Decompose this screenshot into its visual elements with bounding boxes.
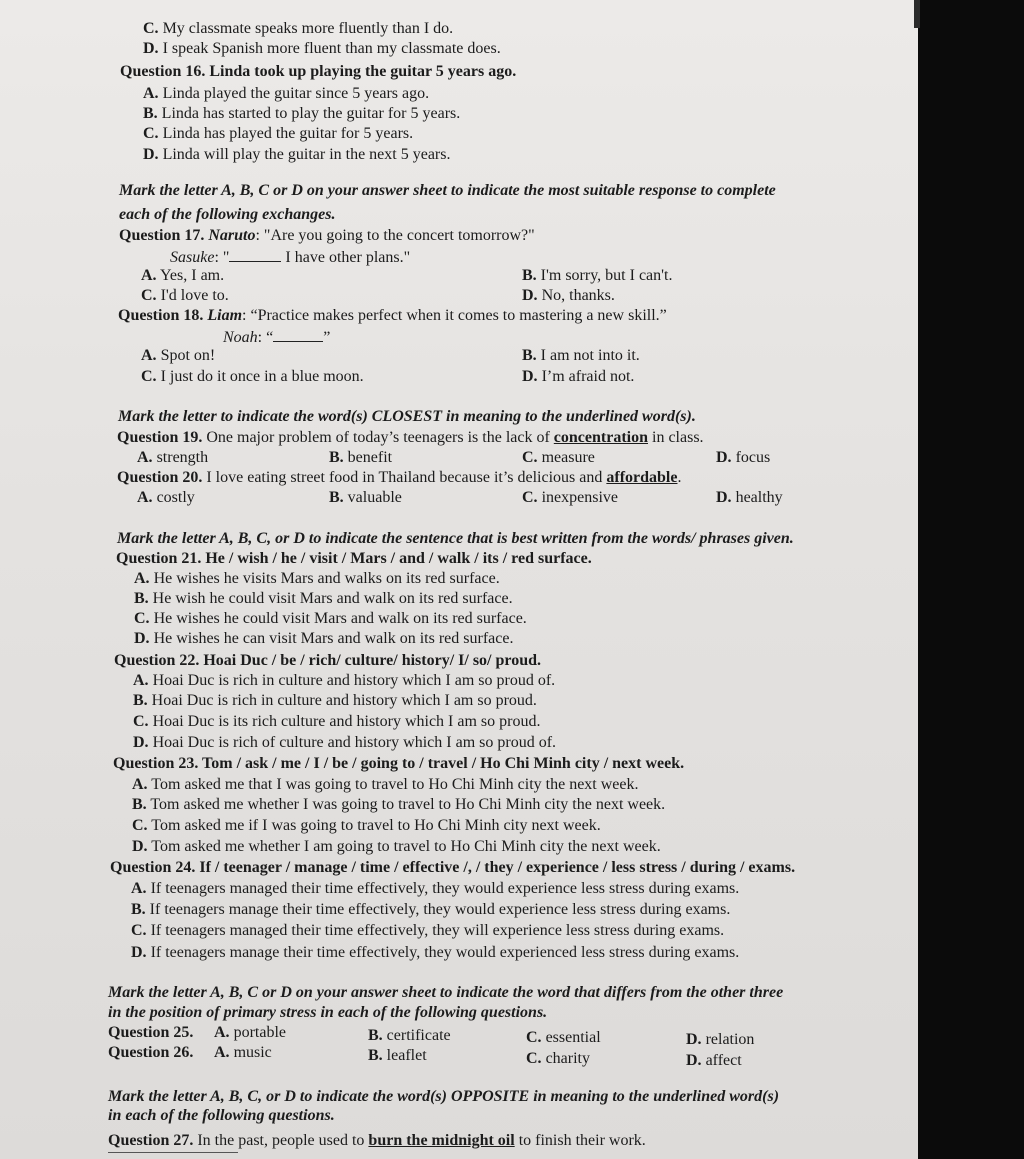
q22-option-c: C. Hoai Duc is its rich culture and history which I am so proud. [133, 713, 541, 730]
q21-option-a: A. He wishes he visits Mars and walks on its red surface. [134, 570, 500, 587]
section-instruction-stress: Mark the letter A, B, C or D on your answer sheet to indicate the word that differs from the other three [108, 984, 784, 1001]
q18-option-a: A. Spot on! [141, 347, 216, 364]
q25-option-b: B. certificate [368, 1027, 451, 1044]
q19-option-b: B. benefit [329, 449, 393, 466]
q23-option-c: C. Tom asked me if I was going to travel to Ho Chi Minh city next week. [132, 817, 601, 834]
q15-option-c: C. My classmate speaks more fluently than I do. [143, 20, 454, 37]
q20-option-d: D. healthy [716, 489, 783, 506]
q19-option-c: C. measure [522, 449, 595, 466]
section-instruction-opposite-cont: in each of the following questions. [108, 1107, 335, 1124]
q18-option-d: D. I’m afraid not. [522, 368, 635, 385]
section-instruction-stress-cont: in the position of primary stress in each of the following questions. [108, 1004, 548, 1021]
q22-option-d: D. Hoai Duc is rich of culture and history which I am so proud of. [133, 734, 557, 751]
q18-option-c: C. I just do it once in a blue moon. [141, 368, 364, 385]
q15-option-d: D. I speak Spanish more fluent than my classmate does. [143, 40, 501, 57]
underlined-phrase: burn the midnight oil [368, 1132, 515, 1149]
q16-option-c: C. Linda has played the guitar for 5 years. [143, 125, 414, 142]
q25-option-a: A. portable [214, 1024, 286, 1041]
answer-blank [229, 247, 281, 262]
q20-option-c: C. inexpensive [522, 489, 618, 506]
q16-option-d: D. Linda will play the guitar in the next 5 years. [143, 146, 451, 163]
section-instruction-closest: Mark the letter to indicate the word(s) CLOSEST in meaning to the underlined word(s). [118, 408, 696, 425]
question-19-prompt: Question 19. One major problem of today’s teenagers is the lack of concentration in class. [117, 429, 704, 446]
q25-option-d: D. relation [686, 1031, 755, 1048]
question-27-prompt: Question 27. In the past, people used to burn the midnight oil to finish their work. [108, 1132, 646, 1149]
question-21-title: Question 21. He / wish / he / visit / Mars / and / walk / its / red surface. [116, 550, 592, 567]
q25-option-c: C. essential [526, 1029, 601, 1046]
q18-option-b: B. I am not into it. [522, 347, 640, 364]
question-24-title: Question 24. If / teenager / manage / time / effective /, / they / experience / less stress / during / exams. [110, 859, 796, 876]
question-18-reply: Noah: “ ” [223, 329, 331, 346]
question-20-prompt: Question 20. I love eating street food in Thailand because it’s delicious and affordable. [117, 469, 682, 486]
question-16-title: Question 16. Linda took up playing the guitar 5 years ago. [120, 63, 517, 80]
q17-option-d: D. No, thanks. [522, 287, 615, 304]
bottom-rule [108, 1152, 238, 1153]
q21-option-d: D. He wishes he can visit Mars and walk on its red surface. [134, 630, 514, 647]
question-22-title: Question 22. Hoai Duc / be / rich/ culture/ history/ I/ so/ proud. [114, 652, 541, 669]
section-instruction-opposite: Mark the letter A, B, C, or D to indicate the word(s) OPPOSITE in meaning to the underlined word(s) [108, 1088, 780, 1105]
q21-option-c: C. He wishes he could visit Mars and walk on its red surface. [134, 610, 527, 627]
q23-option-d: D. Tom asked me whether I am going to travel to Ho Chi Minh city the next week. [132, 838, 661, 855]
q24-option-d: D. If teenagers manage their time effectively, they would experienced less stress during exams. [131, 944, 740, 961]
question-23-title: Question 23. Tom / ask / me / I / be / going to / travel / Ho Chi Minh city / next week. [113, 755, 685, 772]
q26-option-d: D. affect [686, 1052, 742, 1069]
q24-option-a: A. If teenagers managed their time effectively, they would experience less stress during exams. [131, 880, 740, 897]
q16-option-b: B. Linda has started to play the guitar for 5 years. [143, 105, 461, 122]
underlined-word: affordable [606, 469, 678, 486]
q16-option-a: A. Linda played the guitar since 5 years ago. [143, 85, 430, 102]
q26-option-b: B. leaflet [368, 1047, 427, 1064]
q26-option-a: A. music [214, 1044, 272, 1061]
answer-blank [273, 327, 323, 342]
section-instruction-responses: Mark the letter A, B, C or D on your answer sheet to indicate the most suitable response to complete [119, 182, 776, 199]
q23-option-a: A. Tom asked me that I was going to travel to Ho Chi Minh city the next week. [132, 776, 639, 793]
q26-option-c: C. charity [526, 1050, 590, 1067]
question-17-prompt: Question 17. Naruto: "Are you going to the concert tomorrow?" [119, 227, 535, 244]
question-17-reply: Sasuke: " I have other plans." [170, 249, 411, 266]
section-instruction-responses-cont: each of the following exchanges. [119, 206, 336, 223]
underlined-word: concentration [553, 429, 648, 446]
q20-option-b: B. valuable [329, 489, 402, 506]
q20-option-a: A. costly [137, 489, 195, 506]
q19-option-d: D. focus [716, 449, 771, 466]
q17-option-a: A. Yes, I am. [141, 267, 225, 284]
q19-option-a: A. strength [137, 449, 209, 466]
question-26-label: Question 26. [108, 1044, 194, 1061]
section-instruction-sentence-building: Mark the letter A, B, C, or D to indicate the sentence that is best written from the words/ phrases given. [117, 530, 794, 547]
q22-option-b: B. Hoai Duc is rich in culture and history which I am so proud. [133, 692, 537, 709]
question-18-prompt: Question 18. Liam: “Practice makes perfect when it comes to mastering a new skill.” [118, 307, 667, 324]
q24-option-b: B. If teenagers manage their time effectively, they would experience less stress during exams. [131, 901, 731, 918]
page-edge-shadow [914, 0, 920, 28]
q22-option-a: A. Hoai Duc is rich in culture and history which I am so proud of. [133, 672, 556, 689]
q21-option-b: B. He wish he could visit Mars and walk on its red surface. [134, 590, 513, 607]
q17-option-b: B. I'm sorry, but I can't. [522, 267, 673, 284]
q24-option-c: C. If teenagers managed their time effectively, they will experience less stress during exams. [131, 922, 725, 939]
question-25-label: Question 25. [108, 1024, 194, 1041]
q23-option-b: B. Tom asked me whether I was going to travel to Ho Chi Minh city the next week. [132, 796, 666, 813]
q17-option-c: C. I'd love to. [141, 287, 229, 304]
